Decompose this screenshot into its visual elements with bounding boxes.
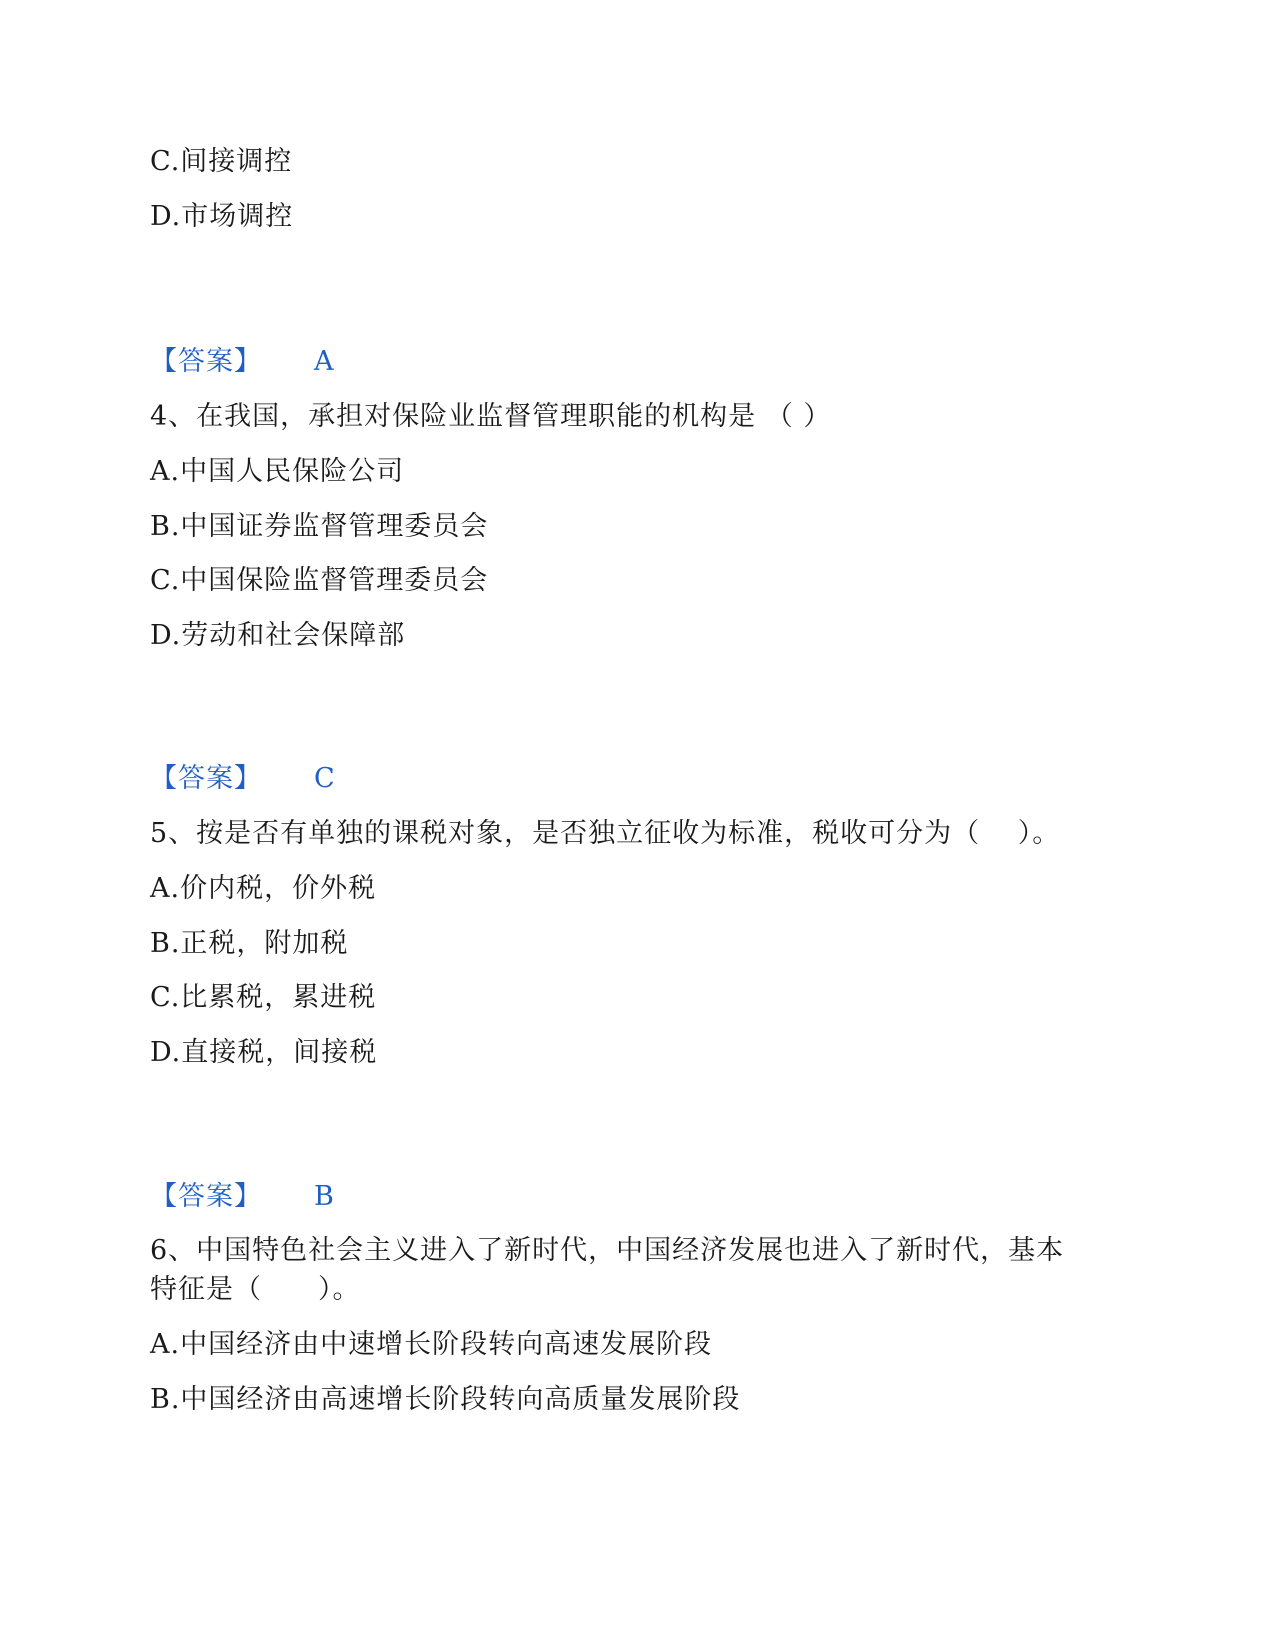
answer-value: A — [314, 346, 334, 377]
q3-answer — [150, 345, 334, 379]
answer-value: B — [314, 1181, 334, 1212]
q6-option-b: B.中国经济由高速增长阶段转向高质量发展阶段 — [150, 1384, 741, 1415]
q5-option-a: A.价内税，价外税 — [150, 873, 377, 904]
answer-label: 【答案】 — [150, 1181, 262, 1212]
q4-option-d: D.劳动和社会保障部 — [150, 620, 406, 651]
q6-stem-line1: 6、中国特色社会主义进入了新时代，中国经济发展也进入了新时代，基本 — [150, 1235, 1065, 1266]
q4-option-b: B.中国证券监督管理委员会 — [150, 511, 489, 542]
q4-option-a: A.中国人民保险公司 — [150, 456, 405, 487]
q6-option-a: A.中国经济由中速增长阶段转向高速发展阶段 — [150, 1329, 713, 1360]
q5-option-d: D.直接税，间接税 — [150, 1037, 378, 1068]
q5-option-c: C.比累税，累进税 — [150, 982, 377, 1013]
q6-stem-line2: 特征是（ ）。 — [150, 1274, 361, 1305]
q5-stem: 5、按是否有单独的课税对象，是否独立征收为标准，税收可分为（ ）。 — [150, 818, 1061, 849]
q4-answer — [150, 762, 335, 796]
q3-option-c: C.间接调控 — [150, 146, 293, 177]
q4-stem: 4、在我国，承担对保险业监督管理职能的机构是 （ ） — [150, 401, 832, 432]
q5-answer — [150, 1180, 334, 1214]
answer-label: 【答案】 — [150, 763, 262, 794]
q3-option-d: D.市场调控 — [150, 201, 294, 232]
answer-value: C — [314, 763, 335, 794]
answer-label: 【答案】 — [150, 346, 262, 377]
q5-option-b: B.正税，附加税 — [150, 928, 349, 959]
q4-option-c: C.中国保险监督管理委员会 — [150, 565, 489, 596]
